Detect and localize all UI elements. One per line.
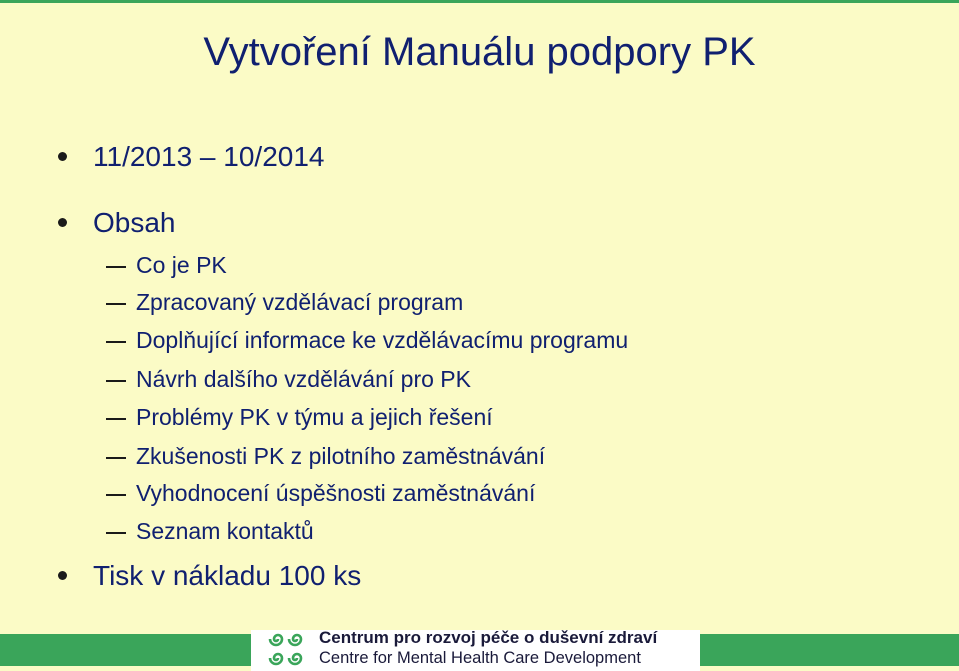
bullet-contents <box>93 209 176 237</box>
bullet-text: Obsah <box>93 207 176 238</box>
dash-icon <box>106 341 126 343</box>
contents-item-text: Problémy PK v týmu a jejich řešení <box>136 404 493 430</box>
contents-item <box>136 254 227 277</box>
bullet-text: 11/2013 – 10/2014 <box>93 141 325 172</box>
dash-icon <box>106 494 126 496</box>
bullet-text: Tisk v nákladu 100 ks <box>93 560 362 591</box>
dash-icon <box>106 303 126 305</box>
contents-item <box>136 368 471 391</box>
contents-item-text: Návrh dalšího vzdělávání pro PK <box>136 366 471 392</box>
organization-name-english: Centre for Mental Health Care Development <box>319 649 641 667</box>
contents-item-text: Doplňující informace ke vzdělávacímu programu <box>136 327 629 353</box>
dash-icon <box>106 266 126 268</box>
bullet-print-run <box>93 562 361 590</box>
contents-item <box>136 329 628 352</box>
spiral-logo-icon <box>266 630 306 668</box>
dash-icon <box>106 457 126 459</box>
top-accent-line <box>0 0 959 3</box>
slide-title: Vytvoření Manuálu podpory PK <box>203 30 756 74</box>
contents-item-text: Zpracovaný vzdělávací program <box>136 289 464 315</box>
contents-item <box>136 482 535 505</box>
contents-item-text: Seznam kontaktů <box>136 518 314 544</box>
bullet-dot-icon <box>58 152 67 161</box>
bullet-dot-icon <box>58 571 67 580</box>
contents-item-text: Vyhodnocení úspěšnosti zaměstnávání <box>136 480 536 506</box>
contents-item <box>136 291 463 314</box>
contents-item <box>136 445 545 468</box>
bullet-dot-icon <box>58 218 67 227</box>
dash-icon <box>106 532 126 534</box>
contents-item-text: Co je PK <box>136 252 227 278</box>
dash-icon <box>106 418 126 420</box>
contents-item-text: Zkušenosti PK z pilotního zaměstnávání <box>136 443 546 469</box>
contents-item <box>136 406 493 429</box>
contents-item <box>136 520 314 543</box>
bullet-date-range <box>93 143 324 171</box>
organization-name-czech: Centrum pro rozvoj péče o duševní zdraví <box>319 628 658 647</box>
dash-icon <box>106 380 126 382</box>
